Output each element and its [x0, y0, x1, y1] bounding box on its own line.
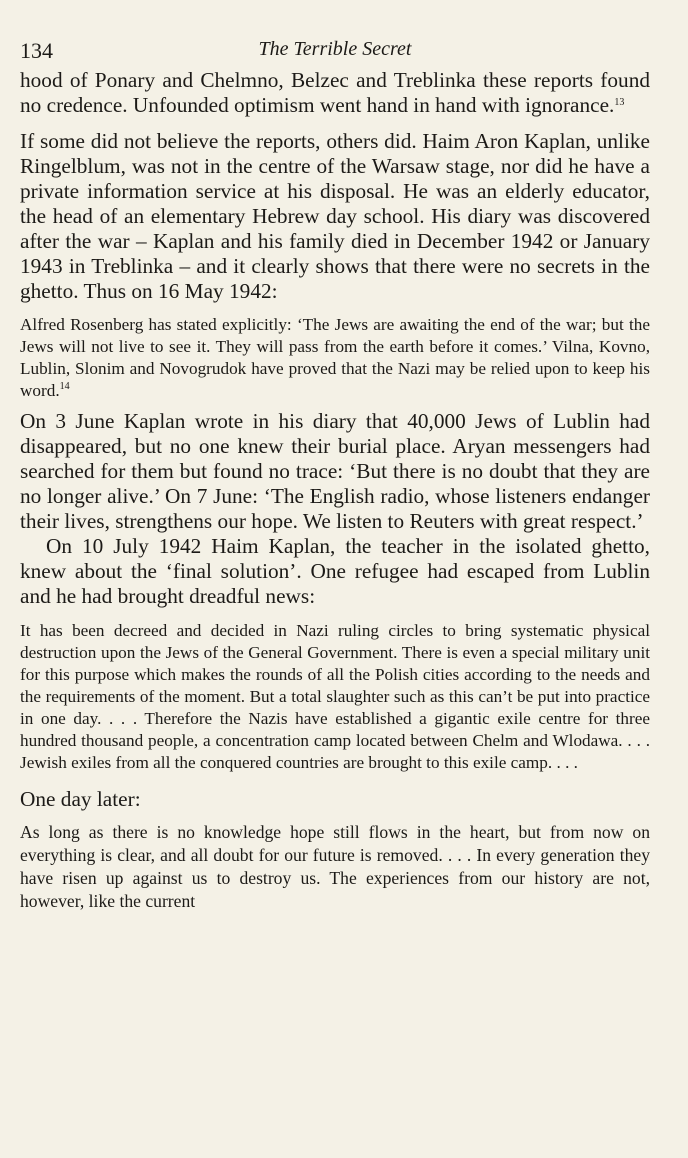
page-number: 134: [20, 38, 53, 63]
paragraph: On 3 June Kaplan wrote in his diary that 40,000 Jews of Lublin had disappeared, but no one knew their burial place. Aryan messengers had searched for them but found no trace: ‘But there is no doubt that they are no longer alive.’ On 7 June: ‘The English radio, whose listeners endanger their lives, strengthens our hope. We listen to Reuters with great respect.’: [20, 409, 650, 533]
paragraph: One day later:: [20, 787, 141, 811]
block-quote-text: Alfred Rosenberg has stated explicitly: ‘The Jews are awaiting the end of the war; but the Jews will not live to see it. They will pass from the earth before it comes.’ Vilna, Kovno, Lublin, Slonim and Novogrudok have proved that the Nazi may be relied upon to keep his word.: [20, 315, 650, 400]
footnote-marker: 14: [59, 381, 70, 392]
running-title: The Terrible Secret: [258, 38, 412, 60]
running-head: [20, 38, 650, 68]
block-quote: [20, 314, 650, 402]
block-quote: As long as there is no knowledge hope still flows in the heart, but from now on everything is clear, and all doubt for our future is removed. . . . In every generation they have risen up against us to destroy us. The experiences from our history are not, however, like the current: [20, 822, 650, 911]
paragraph: [20, 68, 650, 118]
book-page: [20, 38, 650, 913]
block-quote: It has been decreed and decided in Nazi ruling circles to bring systematic physical destruction upon the Jews of the General Government. There is even a special military unit for this purpose which makes the rounds of all the Polish cities according to the needs and the requirements of the moment. But a total slaughter such as this can’t be put into practice in one day. . . . Therefore the Nazis have established a gigantic exile centre for three hundred thousand people, a concentration camp located between Chelm and Wlodawa. . . . Jewish exiles from all the conquered countries are brought to this exile camp. . . .: [20, 621, 650, 772]
paragraph-text: hood of Ponary and Chelmno, Belzec and Treblinka these reports found no credence. Unfounded optimism went hand in hand with ignorance.: [20, 68, 650, 117]
paragraph: If some did not believe the reports, others did. Haim Aron Kaplan, unlike Ringelblum, was not in the centre of the Warsaw stage, nor did he have a private information service at his disposal. He was an elderly educator, the head of an elementary Hebrew day school. His diary was discovered after the war – Kaplan and his family died in December 1942 or January 1943 in Treblinka – and it clearly shows that there were no secrets in the ghetto. Thus on 16 May 1942:: [20, 129, 650, 303]
footnote-marker: 13: [614, 97, 625, 108]
paragraph: On 10 July 1942 Haim Kaplan, the teacher in the isolated ghetto, knew about the ‘final solution’. One refugee had escaped from Lublin and he had brought dreadful news:: [20, 534, 650, 608]
